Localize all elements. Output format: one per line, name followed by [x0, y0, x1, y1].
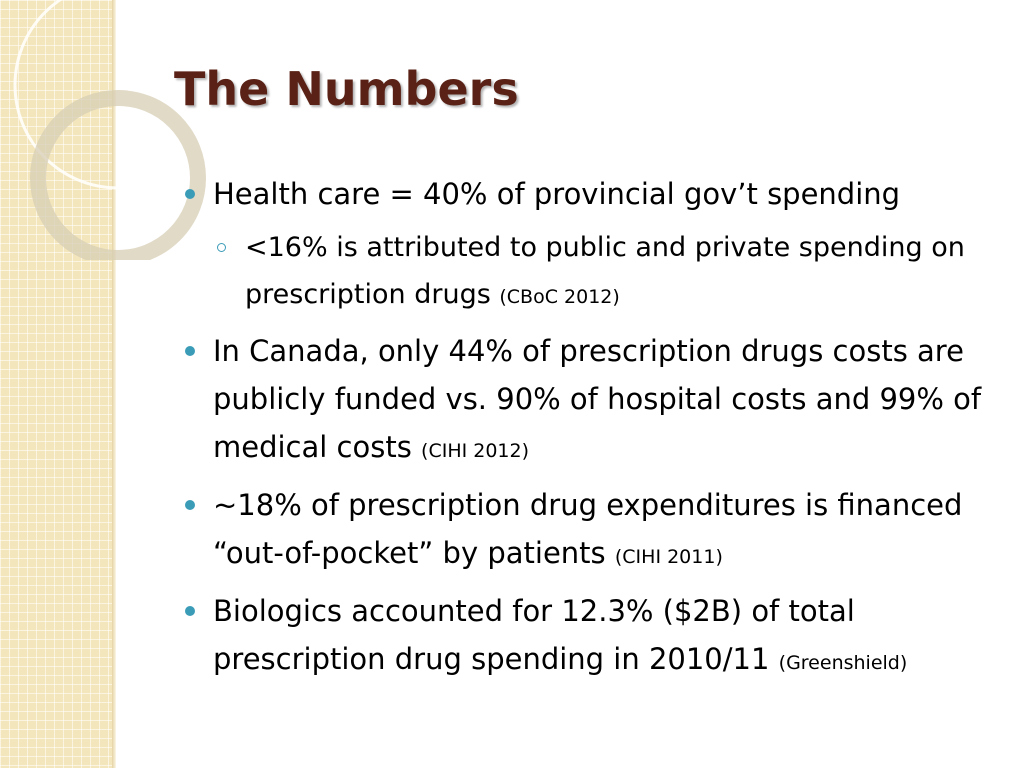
- citation: (CIHI 2011): [614, 546, 723, 568]
- bullet-list: [185, 170, 1005, 693]
- citation: (CBoC 2012): [499, 286, 620, 308]
- bullet-text: In Canada, only 44% of prescription drugs costs are publicly funded vs. 90% of hospital costs and 99% of medical costs: [213, 334, 982, 464]
- sub-bullet-text: <16% is attributed to public and private spending on prescription drugs: [245, 232, 965, 310]
- bullet-text: Health care = 40% of provincial gov’t spending: [213, 177, 901, 211]
- decorative-ring-small: [38, 98, 198, 258]
- slide-title: The Numbers: [174, 62, 519, 116]
- sub-bullet-ring-icon: [217, 243, 226, 252]
- bullet-item-3: [185, 481, 1005, 581]
- bullet-item-4: [185, 587, 1005, 687]
- bullet-item-2: [185, 327, 1005, 475]
- bullet-text: ~18% of prescription drug expenditures is financed “out-of-pocket” by patients: [213, 488, 963, 570]
- citation: (CIHI 2012): [421, 440, 530, 462]
- bullet-dot-icon: [185, 189, 195, 199]
- bullet-item-1: [185, 170, 1005, 218]
- citation: (Greenshield): [778, 652, 908, 674]
- bullet-dot-icon: [185, 606, 195, 616]
- bullet-dot-icon: [185, 500, 195, 510]
- sub-bullet-item-1: [213, 224, 1005, 321]
- bullet-dot-icon: [185, 346, 195, 356]
- bullet-text: Biologics accounted for 12.3% ($2B) of total prescription drug spending in 2010/11: [213, 594, 855, 676]
